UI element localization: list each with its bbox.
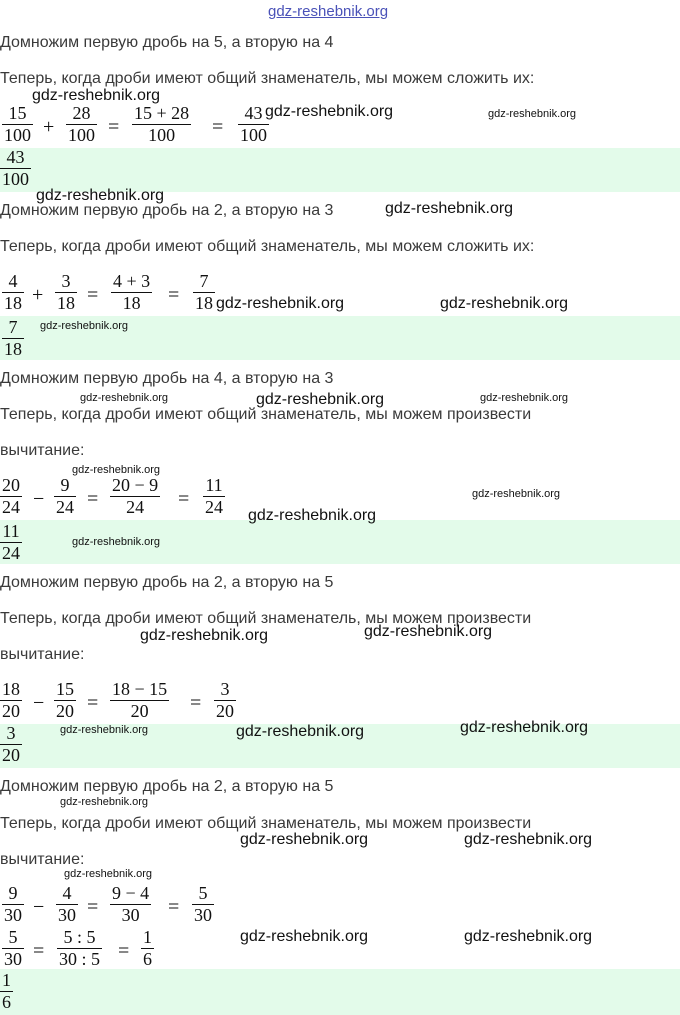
denominator: 30 : 5 <box>59 949 101 969</box>
denominator: 20 <box>216 701 234 721</box>
equals-sign: = <box>108 116 120 138</box>
denominator: 30 <box>4 905 22 925</box>
numerator: 3 <box>61 271 71 291</box>
numerator: 20 − 9 <box>112 475 159 495</box>
watermark: gdz-reshebnik.org <box>40 320 129 332</box>
numerator: 11 <box>2 521 20 541</box>
explanation-line: вычитание: <box>0 851 85 868</box>
numerator: 5 : 5 <box>63 927 96 947</box>
watermark: gdz-reshebnik.org <box>36 187 165 204</box>
denominator: 20 <box>2 745 20 765</box>
numerator: 20 <box>2 475 20 495</box>
numerator: 11 <box>205 475 223 495</box>
equals-sign: = <box>168 284 180 306</box>
watermark: gdz-reshebnik.org <box>216 295 345 312</box>
instruction-line: Домножим первую дробь на 2, а вторую на 5 <box>0 778 334 795</box>
denominator: 24 <box>126 497 145 517</box>
numerator: 18 − 15 <box>112 679 168 699</box>
watermark: gdz-reshebnik.org <box>72 536 161 548</box>
fraction <box>2 884 24 925</box>
equals-sign: = <box>87 284 99 306</box>
numerator: 43 <box>6 147 25 167</box>
equals-sign: = <box>87 692 99 714</box>
watermark: gdz-reshebnik.org <box>488 108 577 120</box>
numerator: 9 − 4 <box>112 883 150 903</box>
watermark: gdz-reshebnik.org <box>472 488 561 500</box>
denominator: 30 <box>121 905 140 925</box>
denominator: 18 <box>122 293 141 313</box>
watermark: gdz-reshebnik.org <box>32 87 161 104</box>
answer-fraction <box>0 971 13 1012</box>
denominator: 18 <box>4 293 22 313</box>
watermark: gdz-reshebnik.org <box>385 200 514 217</box>
fraction <box>66 104 97 145</box>
answer-fraction <box>0 148 31 189</box>
watermark: gdz-reshebnik.org <box>256 391 385 408</box>
minus-sign: − <box>33 488 45 510</box>
numerator: 7 <box>8 317 18 337</box>
equals-sign: = <box>87 896 99 918</box>
instruction-line: Домножим первую дробь на 2, а вторую на 5 <box>0 574 334 591</box>
denominator: 100 <box>2 169 29 189</box>
numerator: 5 <box>198 883 208 903</box>
plus-sign: + <box>43 116 55 138</box>
denominator: 30 <box>4 949 22 969</box>
watermark: gdz-reshebnik.org <box>140 627 269 644</box>
fraction <box>192 884 214 925</box>
fraction <box>2 104 33 145</box>
fraction <box>54 476 76 517</box>
plus-sign: + <box>32 284 44 306</box>
equals-sign: = <box>190 692 202 714</box>
numerator: 3 <box>6 723 16 743</box>
minus-sign: − <box>33 896 45 918</box>
denominator: 20 <box>2 701 20 721</box>
equals-sign: = <box>168 896 180 918</box>
fraction <box>55 272 77 313</box>
numerator: 1 <box>143 927 152 947</box>
numerator: 43 <box>244 103 263 123</box>
denominator: 20 <box>130 701 149 721</box>
numerator: 4 <box>8 271 18 291</box>
answer-fraction <box>0 724 22 765</box>
watermark: gdz-reshebnik.org <box>64 868 153 880</box>
denominator: 6 <box>143 949 152 969</box>
fraction <box>214 680 236 721</box>
numerator: 9 <box>60 475 70 495</box>
fraction <box>110 680 169 721</box>
watermark: gdz-reshebnik.org <box>464 831 593 848</box>
fraction <box>193 272 215 313</box>
numerator: 9 <box>8 883 18 903</box>
watermark: gdz-reshebnik.org <box>240 831 369 848</box>
equals-sign: = <box>212 116 224 138</box>
watermark: gdz-reshebnik.org <box>60 796 149 808</box>
numerator: 4 <box>62 883 72 903</box>
denominator: 18 <box>195 293 213 313</box>
denominator: 24 <box>56 497 74 517</box>
denominator: 100 <box>148 125 176 145</box>
denominator: 24 <box>2 543 20 563</box>
numerator: 5 <box>8 927 18 947</box>
numerator: 1 <box>2 970 11 990</box>
equals-sign: = <box>118 940 130 962</box>
numerator: 4 + 3 <box>113 271 151 291</box>
explanation-line: Теперь, когда дроби имеют общий знаменатель, мы можем произвести <box>0 815 532 832</box>
watermark: gdz-reshebnik.org <box>464 928 593 945</box>
watermark: gdz-reshebnik.org <box>80 392 169 404</box>
explanation-line: Теперь, когда дроби имеют общий знаменатель, мы можем сложить их: <box>0 70 535 87</box>
fraction <box>54 680 76 721</box>
watermark: gdz-reshebnik.org <box>236 723 365 740</box>
fraction <box>132 104 191 145</box>
fraction <box>56 884 78 925</box>
numerator: 18 <box>2 679 20 699</box>
instruction-line: Домножим первую дробь на 2, а вторую на 3 <box>0 202 334 219</box>
explanation-line: вычитание: <box>0 646 85 663</box>
denominator: 20 <box>56 701 74 721</box>
instruction-line: Домножим первую дробь на 4, а вторую на 3 <box>0 370 334 387</box>
numerator: 7 <box>199 271 209 291</box>
fraction <box>2 928 24 969</box>
fraction <box>0 680 22 721</box>
fraction <box>141 928 154 969</box>
fraction <box>203 476 225 517</box>
denominator: 18 <box>57 293 75 313</box>
numerator: 28 <box>72 103 91 123</box>
denominator: 100 <box>68 125 95 145</box>
answer-band-1 <box>0 148 680 192</box>
numerator: 3 <box>220 679 230 699</box>
denominator: 100 <box>4 125 31 145</box>
denominator: 24 <box>2 497 20 517</box>
explanation-line: Теперь, когда дроби имеют общий знаменатель, мы можем произвести <box>0 406 532 423</box>
fraction <box>110 476 160 517</box>
fraction <box>2 272 24 313</box>
header-site-link[interactable]: gdz-reshebnik.org <box>268 3 389 20</box>
denominator: 6 <box>2 992 11 1012</box>
denominator: 30 <box>58 905 76 925</box>
watermark: gdz-reshebnik.org <box>60 724 149 736</box>
equals-sign: = <box>87 488 99 510</box>
numerator: 15 <box>56 679 74 699</box>
explanation-line: вычитание: <box>0 442 85 459</box>
numerator: 15 <box>8 103 27 123</box>
minus-sign: − <box>33 692 45 714</box>
numerator: 15 + 28 <box>134 103 190 123</box>
fraction <box>110 884 151 925</box>
watermark: gdz-reshebnik.org <box>72 464 161 476</box>
denominator: 100 <box>240 125 267 145</box>
watermark: gdz-reshebnik.org <box>460 719 589 736</box>
explanation-line: Теперь, когда дроби имеют общий знаменатель, мы можем произвести <box>0 610 532 627</box>
answer-band-5 <box>0 969 680 1015</box>
answer-fraction <box>0 522 22 563</box>
watermark: gdz-reshebnik.org <box>364 623 493 640</box>
answer-fraction <box>2 318 24 359</box>
watermark: gdz-reshebnik.org <box>265 103 394 120</box>
denominator: 18 <box>4 339 22 359</box>
instruction-line: Домножим первую дробь на 5, а вторую на 4 <box>0 34 334 51</box>
fraction <box>111 272 152 313</box>
watermark: gdz-reshebnik.org <box>480 392 569 404</box>
explanation-line: Теперь, когда дроби имеют общий знаменатель, мы можем сложить их: <box>0 238 535 255</box>
denominator: 30 <box>194 905 212 925</box>
denominator: 24 <box>205 497 223 517</box>
equals-sign: = <box>33 940 45 962</box>
watermark: gdz-reshebnik.org <box>440 295 569 312</box>
equals-sign: = <box>178 488 190 510</box>
watermark: gdz-reshebnik.org <box>248 507 377 524</box>
watermark: gdz-reshebnik.org <box>240 928 369 945</box>
fraction <box>0 476 22 517</box>
fraction <box>57 928 102 969</box>
